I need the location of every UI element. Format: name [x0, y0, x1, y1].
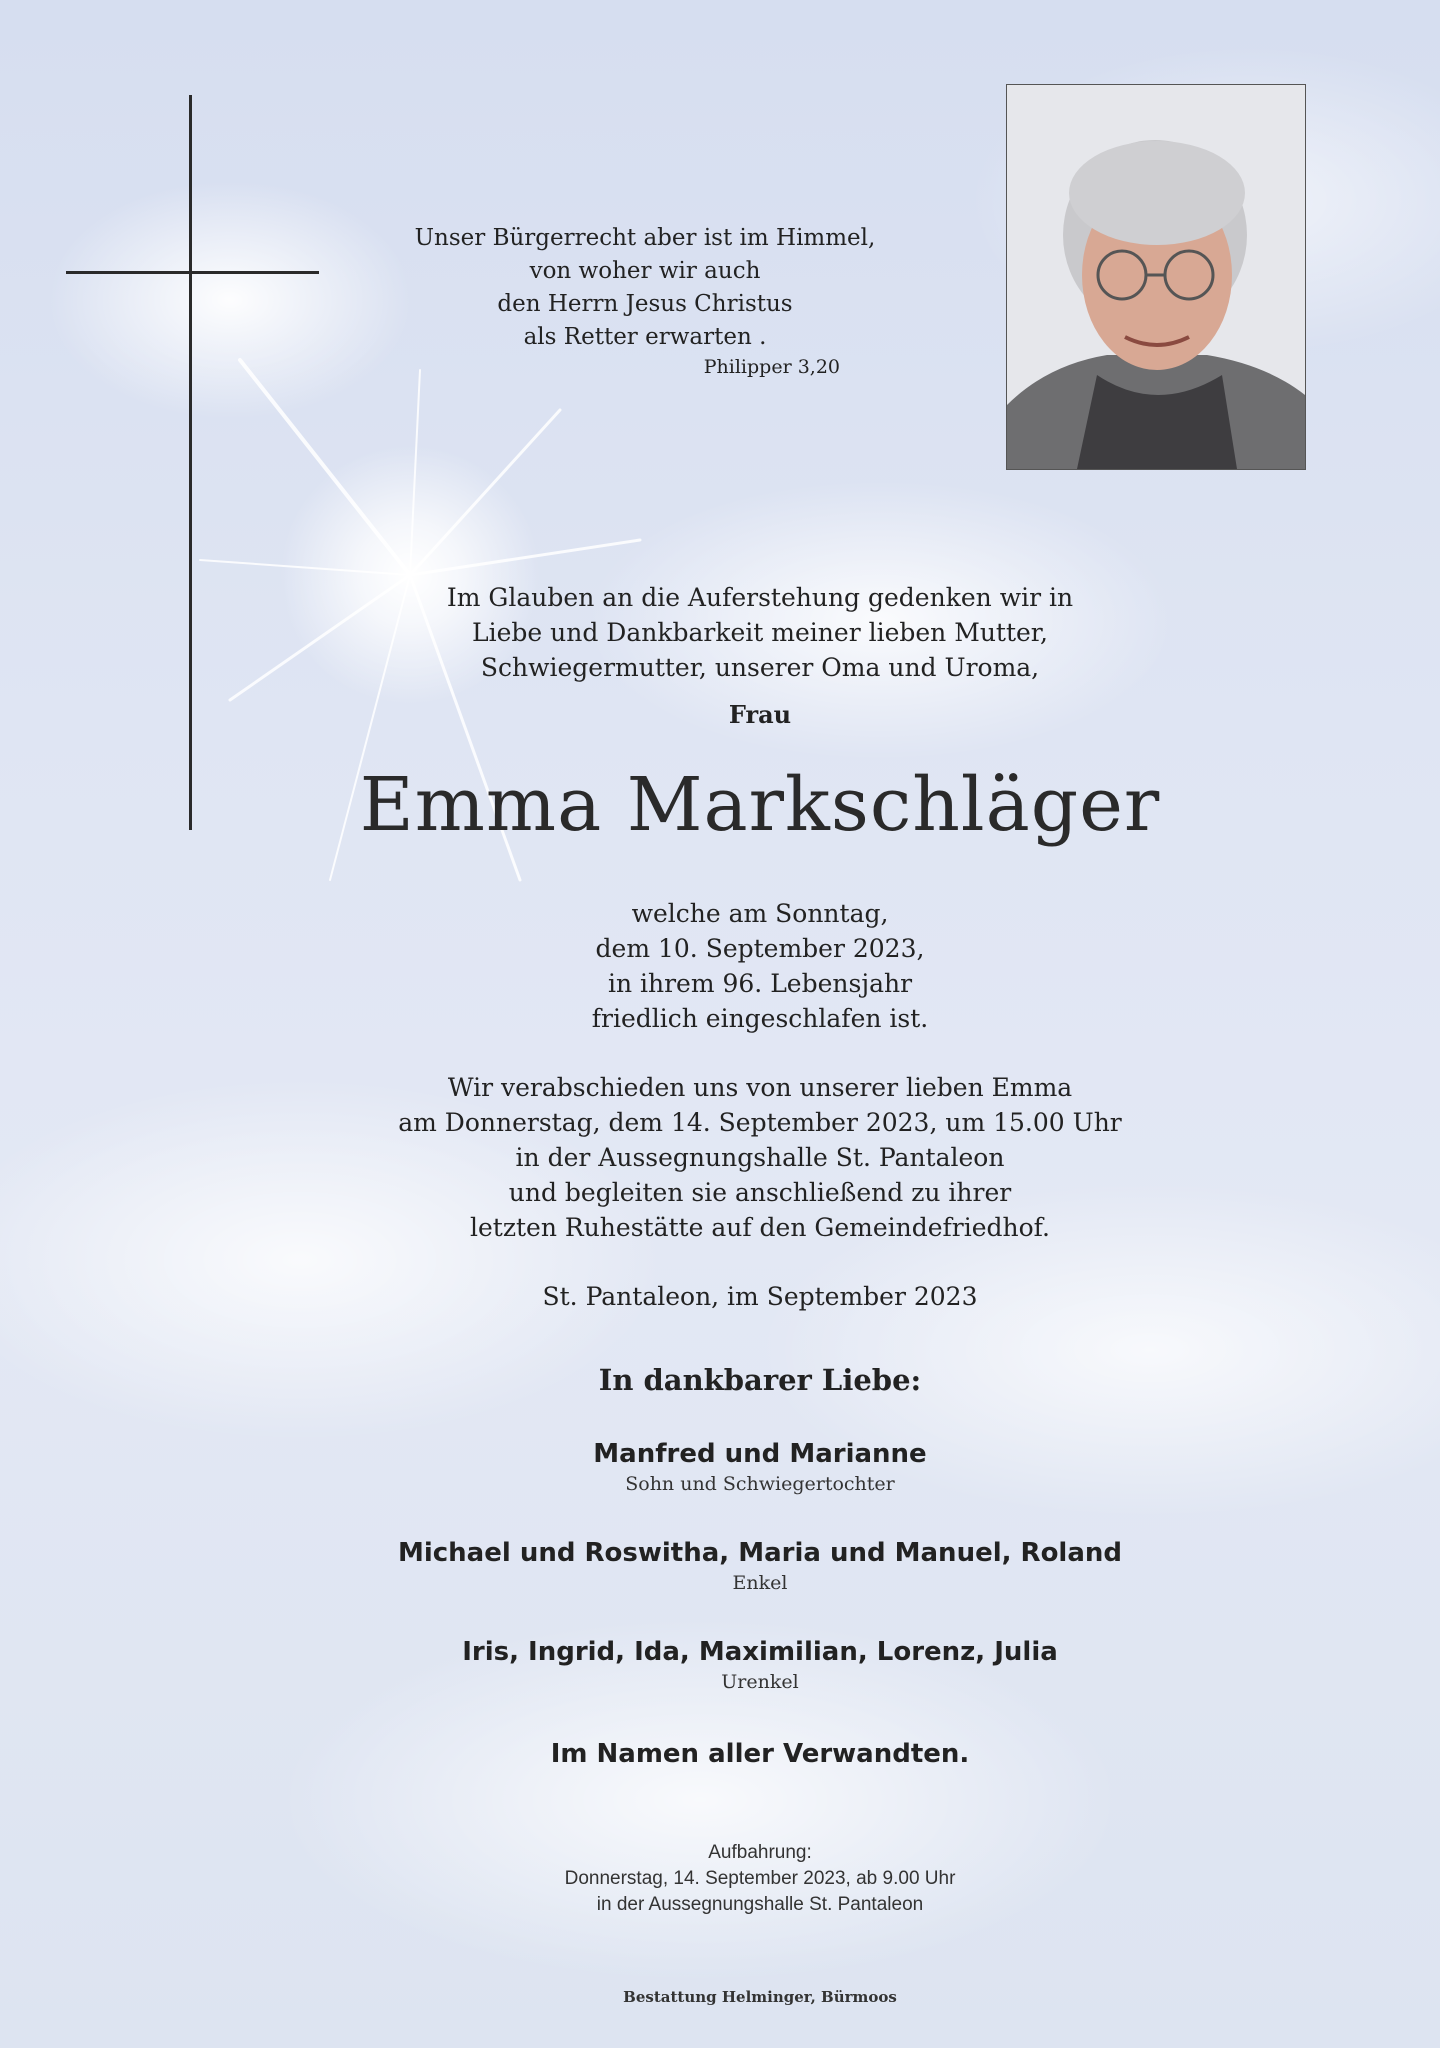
- farewell-line: am Donnerstag, dem 14. September 2023, um 15.00 Uhr: [398, 1108, 1122, 1137]
- viewing-label: Aufbahrung:: [708, 1842, 812, 1863]
- family-relation: Enkel: [732, 1572, 788, 1594]
- deceased-name: Emma Markschläger: [359, 762, 1161, 848]
- viewing-location: in der Aussegnungshalle St. Pantaleon: [596, 1894, 924, 1915]
- farewell-line: Wir verabschieden uns von unserer lieben Emma: [447, 1073, 1073, 1102]
- family-relation: Sohn und Schwiegertochter: [625, 1473, 895, 1495]
- verse-reference: Philipper 3,20: [703, 356, 840, 378]
- farewell-line: letzten Ruhestätte auf den Gemeindefriedhof.: [469, 1213, 1050, 1242]
- death-line: welche am Sonntag,: [631, 899, 889, 928]
- viewing-date: Donnerstag, 14. September 2023, ab 9.00 Uhr: [564, 1868, 956, 1889]
- intro-line: Schwiegermutter, unserer Oma und Uroma,: [480, 653, 1040, 682]
- verse-line: Unser Bürgerrecht aber ist im Himmel,: [414, 225, 876, 251]
- intro-line: Im Glauben an die Auferstehung gedenken wir in: [446, 583, 1074, 612]
- verse-line: als Retter erwarten .: [523, 324, 767, 350]
- farewell-line: und begleiten sie anschließend zu ihrer: [508, 1178, 1012, 1207]
- family-relation: Urenkel: [721, 1671, 799, 1693]
- verse-line: von woher wir auch: [529, 258, 761, 284]
- intro-line: Liebe und Dankbarkeit meiner lieben Mutter,: [472, 618, 1048, 647]
- death-line: in ihrem 96. Lebensjahr: [607, 969, 913, 998]
- place-date: St. Pantaleon, im September 2023: [542, 1282, 978, 1311]
- family-names: Iris, Ingrid, Ida, Maximilian, Lorenz, Julia: [462, 1637, 1058, 1667]
- family-group-children: [320, 1439, 1200, 1495]
- portrait-icon: [1007, 85, 1305, 469]
- farewell-line: in der Aussegnungshalle St. Pantaleon: [515, 1143, 1005, 1172]
- intro-text: [320, 580, 1200, 685]
- family-group-great-grandchildren: [320, 1637, 1200, 1693]
- farewell-text: [260, 1070, 1260, 1245]
- verse-line: den Herrn Jesus Christus: [497, 291, 793, 317]
- death-notice: [420, 896, 1100, 1036]
- death-line: friedlich eingeschlafen ist.: [591, 1004, 929, 1033]
- family-names: Manfred und Marianne: [593, 1439, 927, 1469]
- death-line: dem 10. September 2023,: [595, 934, 925, 963]
- title-frau: Frau: [728, 700, 792, 729]
- bible-verse: [390, 222, 900, 354]
- cross-vertical-bar: [189, 95, 192, 830]
- funeral-home: Bestattung Helminger, Bürmoos: [623, 1988, 897, 2006]
- portrait-photo: [1006, 84, 1306, 470]
- closing-line: Im Namen aller Verwandten.: [550, 1739, 970, 1769]
- thanks-heading: In dankbarer Liebe:: [598, 1363, 922, 1397]
- family-names: Michael und Roswitha, Maria und Manuel, Roland: [397, 1538, 1123, 1568]
- family-group-grandchildren: [220, 1538, 1300, 1594]
- viewing-info: [420, 1840, 1100, 1918]
- cross-horizontal-bar: [66, 271, 319, 274]
